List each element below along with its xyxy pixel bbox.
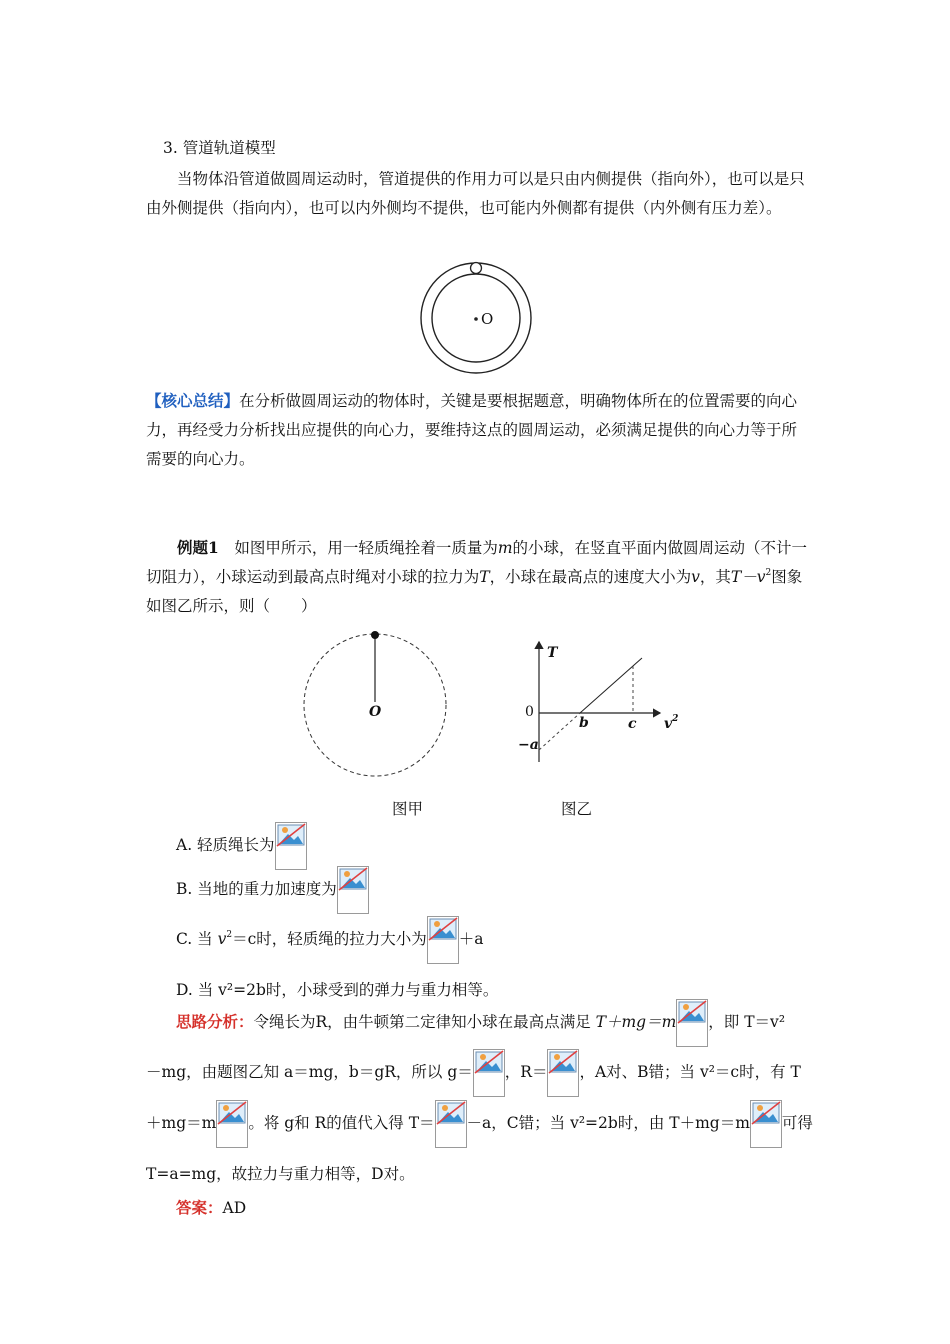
tube-track-figure xyxy=(416,258,536,378)
broken-image-icon xyxy=(435,1100,467,1148)
broken-image-icon xyxy=(337,866,369,914)
option-a: A. 轻质绳长为 xyxy=(176,822,307,870)
analysis-line-1: 思路分析：令绳长为R，由牛顿第二定律知小球在最高点满足 T＋mg＝m ，即 T＝v² xyxy=(176,999,785,1047)
graph-c-label: c xyxy=(628,716,637,732)
figure-a-center: O xyxy=(369,704,382,720)
figure-b-caption: 图乙 xyxy=(561,800,593,818)
graph-x-label: $v^2$ xyxy=(664,714,679,732)
example-label: 例题1 xyxy=(177,538,219,557)
figure-a-caption: 图甲 xyxy=(392,800,424,818)
analysis-line-2: －mg，由题图乙知 a＝mg，b＝gR，所以 g＝ ，R＝ ，A对、B错；当 v²＝c时，有 T xyxy=(146,1049,801,1097)
graph-neg-a: −a xyxy=(518,737,539,753)
broken-image-icon xyxy=(750,1100,782,1148)
answer-value: AD xyxy=(222,1199,247,1217)
broken-image-icon xyxy=(216,1100,248,1148)
broken-image-icon xyxy=(427,916,459,964)
graph-y-label: T xyxy=(547,645,558,661)
broken-image-icon xyxy=(547,1049,579,1097)
analysis-tag: 思路分析： xyxy=(176,1012,254,1031)
broken-image-icon xyxy=(275,822,307,870)
example-question: 例题1 如图甲所示，用一轻质绳拴着一质量为m的小球，在竖直平面内做圆周运动（不计一切阻力），小球运动到最高点时绳对小球的拉力为T，小球在最高点的速度大小为v，其$T-v^2$图象如图乙所示，则（ ） xyxy=(146,538,808,615)
broken-image-icon xyxy=(676,999,708,1047)
option-d: D. 当 v²=2b时，小球受到的弹力与重力相等。 xyxy=(176,981,499,999)
analysis-line-3: ＋mg＝m 。将 g和 R的值代入得 T＝ －a，C错；当 v²=2b时，由 T＋mg＝m 可得 xyxy=(146,1100,813,1148)
option-c: C. 当 $v^2=c$时，轻质绳的拉力大小为 ＋a xyxy=(176,916,484,964)
graph-b-label: b xyxy=(579,715,589,731)
option-b: B. 当地的重力加速度为 xyxy=(176,866,369,914)
broken-image-icon xyxy=(473,1049,505,1097)
answer-tag: 答案： xyxy=(176,1198,223,1217)
core-summary xyxy=(146,386,808,474)
tube-center-label: O xyxy=(481,310,494,328)
answer xyxy=(176,1196,246,1218)
graph-origin: 0 xyxy=(525,704,534,720)
section-heading: 3. 管道轨道模型 xyxy=(163,139,276,157)
summary-text: 在分析做圆周运动的物体时，关键是要根据题意，明确物体所在的位置需要的向心力，再经受力分析找出应提供的向心力，要维持这点的圆周运动，必须满足提供的向心力等于所需要的向心力。 xyxy=(146,392,798,468)
section-paragraph: 当物体沿管道做圆周运动时，管道提供的作用力可以是只由内侧提供（指向外），也可以是只由外侧提供（指向内），也可以内外侧均不提供，也可能内外侧都有提供（内外侧有压力差）。 xyxy=(146,170,805,217)
analysis-line-4: T=a=mg，故拉力与重力相等，D对。 xyxy=(146,1165,415,1183)
summary-tag: 【核心总结】 xyxy=(146,391,240,410)
